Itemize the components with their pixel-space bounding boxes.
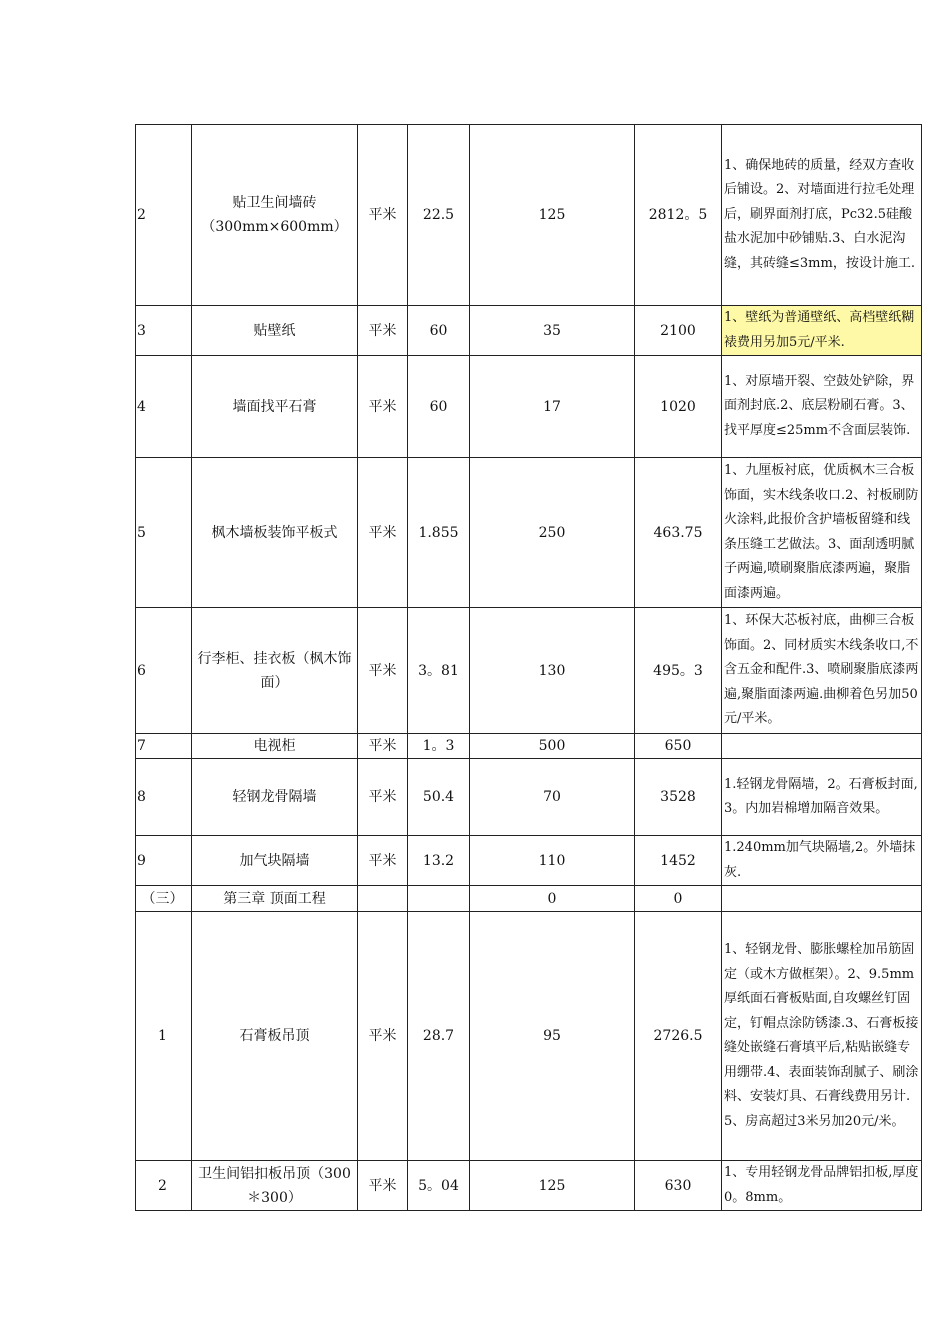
quantity: 50.4 xyxy=(408,759,470,836)
row-number: 2 xyxy=(136,1161,192,1211)
row-number: 9 xyxy=(136,836,192,886)
row-number: 2 xyxy=(136,125,192,306)
unit-price: 500 xyxy=(470,734,635,759)
unit: 平米 xyxy=(358,356,408,458)
row-number: 7 xyxy=(136,734,192,759)
total: 495。3 xyxy=(635,608,722,734)
unit: 平米 xyxy=(358,759,408,836)
unit: 平米 xyxy=(358,125,408,306)
row-number: 6 xyxy=(136,608,192,734)
quantity: 13.2 xyxy=(408,836,470,886)
quantity: 22.5 xyxy=(408,125,470,306)
item-name: 枫木墙板装饰平板式 xyxy=(192,458,358,608)
note: 1、轻钢龙骨、膨胀螺栓加吊筋固定（或木方做框架）。2、9.5mm厚纸面石膏板贴面,自攻螺丝钉固定，钉帽点涂防锈漆.3、石膏板接缝处嵌缝石膏填平后,粘贴嵌缝专用绷带.4、表面装饰刮腻子、刷涂料、安装灯具、石膏线费用另计.5、房高超过3米另加20元/米。 xyxy=(722,912,922,1161)
quantity: 28.7 xyxy=(408,912,470,1161)
total: 463.75 xyxy=(635,458,722,608)
quantity: 60 xyxy=(408,306,470,356)
note: 1、对原墙开裂、空鼓处铲除，界面剂封底.2、底层粉刷石膏。3、找平厚度≤25mm不含面层装饰. xyxy=(722,356,922,458)
unit-price: 125 xyxy=(470,1161,635,1211)
total: 630 xyxy=(635,1161,722,1211)
quantity xyxy=(408,886,470,912)
chapter-number: （三） xyxy=(136,886,192,912)
unit: 平米 xyxy=(358,306,408,356)
note: 1.轻钢龙骨隔墙，2。石膏板封面,3。内加岩棉增加隔音效果。 xyxy=(722,759,922,836)
quantity: 5。04 xyxy=(408,1161,470,1211)
unit: 平米 xyxy=(358,734,408,759)
item-name: 石膏板吊顶 xyxy=(192,912,358,1161)
row-number: 3 xyxy=(136,306,192,356)
table-row xyxy=(136,836,922,886)
table-row xyxy=(136,306,922,356)
row-number: 5 xyxy=(136,458,192,608)
note: 1、确保地砖的质量，经双方查收后铺设。2、对墙面进行拉毛处理后，刷界面剂打底，Pc32.5硅酸盐水泥加中砂铺贴.3、白水泥沟缝，其砖缝≤3mm，按设计施工. xyxy=(722,125,922,306)
unit-price: 70 xyxy=(470,759,635,836)
total: 0 xyxy=(635,886,722,912)
chapter-title: 第三章 顶面工程 xyxy=(192,886,358,912)
total: 2100 xyxy=(635,306,722,356)
quantity: 1.855 xyxy=(408,458,470,608)
item-name: 电视柜 xyxy=(192,734,358,759)
unit-price: 250 xyxy=(470,458,635,608)
row-number: 4 xyxy=(136,356,192,458)
table-row xyxy=(136,125,922,306)
table-row xyxy=(136,1161,922,1211)
unit-price: 95 xyxy=(470,912,635,1161)
item-name: 轻钢龙骨隔墙 xyxy=(192,759,358,836)
total: 1452 xyxy=(635,836,722,886)
unit: 平米 xyxy=(358,608,408,734)
quantity: 60 xyxy=(408,356,470,458)
item-name: 贴壁纸 xyxy=(192,306,358,356)
total: 650 xyxy=(635,734,722,759)
unit-price: 35 xyxy=(470,306,635,356)
item-name: 加气块隔墙 xyxy=(192,836,358,886)
unit-price: 17 xyxy=(470,356,635,458)
note xyxy=(722,886,922,912)
table-row xyxy=(136,356,922,458)
unit-price: 0 xyxy=(470,886,635,912)
unit: 平米 xyxy=(358,836,408,886)
unit-price: 130 xyxy=(470,608,635,734)
item-name: 贴卫生间墙砖（300mm×600mm） xyxy=(192,125,358,306)
quantity: 3。81 xyxy=(408,608,470,734)
total: 1020 xyxy=(635,356,722,458)
total: 2812。5 xyxy=(635,125,722,306)
note: 1.240mm加气块隔墙,2。外墙抹灰. xyxy=(722,836,922,886)
row-number: 8 xyxy=(136,759,192,836)
note: 1、九厘板衬底，优质枫木三合板饰面，实木线条收口.2、衬板刷防火涂料,此报价含护墙板留缝和线条压缝工艺做法。3、面刮透明腻子两遍,喷刷聚脂底漆两遍，聚脂面漆两遍。 xyxy=(722,458,922,608)
row-number: 1 xyxy=(136,912,192,1161)
note-highlighted: 1、壁纸为普通壁纸、高档壁纸糊裱费用另加5元/平米. xyxy=(722,306,922,356)
unit: 平米 xyxy=(358,912,408,1161)
table-row xyxy=(136,759,922,836)
unit-price: 125 xyxy=(470,125,635,306)
unit-price: 110 xyxy=(470,836,635,886)
total: 2726.5 xyxy=(635,912,722,1161)
unit: 平米 xyxy=(358,458,408,608)
table-row xyxy=(136,608,922,734)
total: 3528 xyxy=(635,759,722,836)
table-row xyxy=(136,912,922,1161)
unit xyxy=(358,886,408,912)
item-name: 墙面找平石膏 xyxy=(192,356,358,458)
note xyxy=(722,734,922,759)
table-row xyxy=(136,886,922,912)
quantity: 1。3 xyxy=(408,734,470,759)
note: 1、环保大芯板衬底，曲柳三合板饰面。2、同材质实木线条收口,不含五金和配件.3、喷刷聚脂底漆两遍,聚脂面漆两遍.曲柳着色另加50元/平米。 xyxy=(722,608,922,734)
table-row xyxy=(136,458,922,608)
item-name: 行李柜、挂衣板（枫木饰面） xyxy=(192,608,358,734)
table-row xyxy=(136,734,922,759)
quotation-table xyxy=(135,124,922,1211)
note: 1、专用轻钢龙骨品牌铝扣板,厚度0。8mm。 xyxy=(722,1161,922,1211)
item-name: 卫生间铝扣板吊顶（300＊300） xyxy=(192,1161,358,1211)
unit: 平米 xyxy=(358,1161,408,1211)
